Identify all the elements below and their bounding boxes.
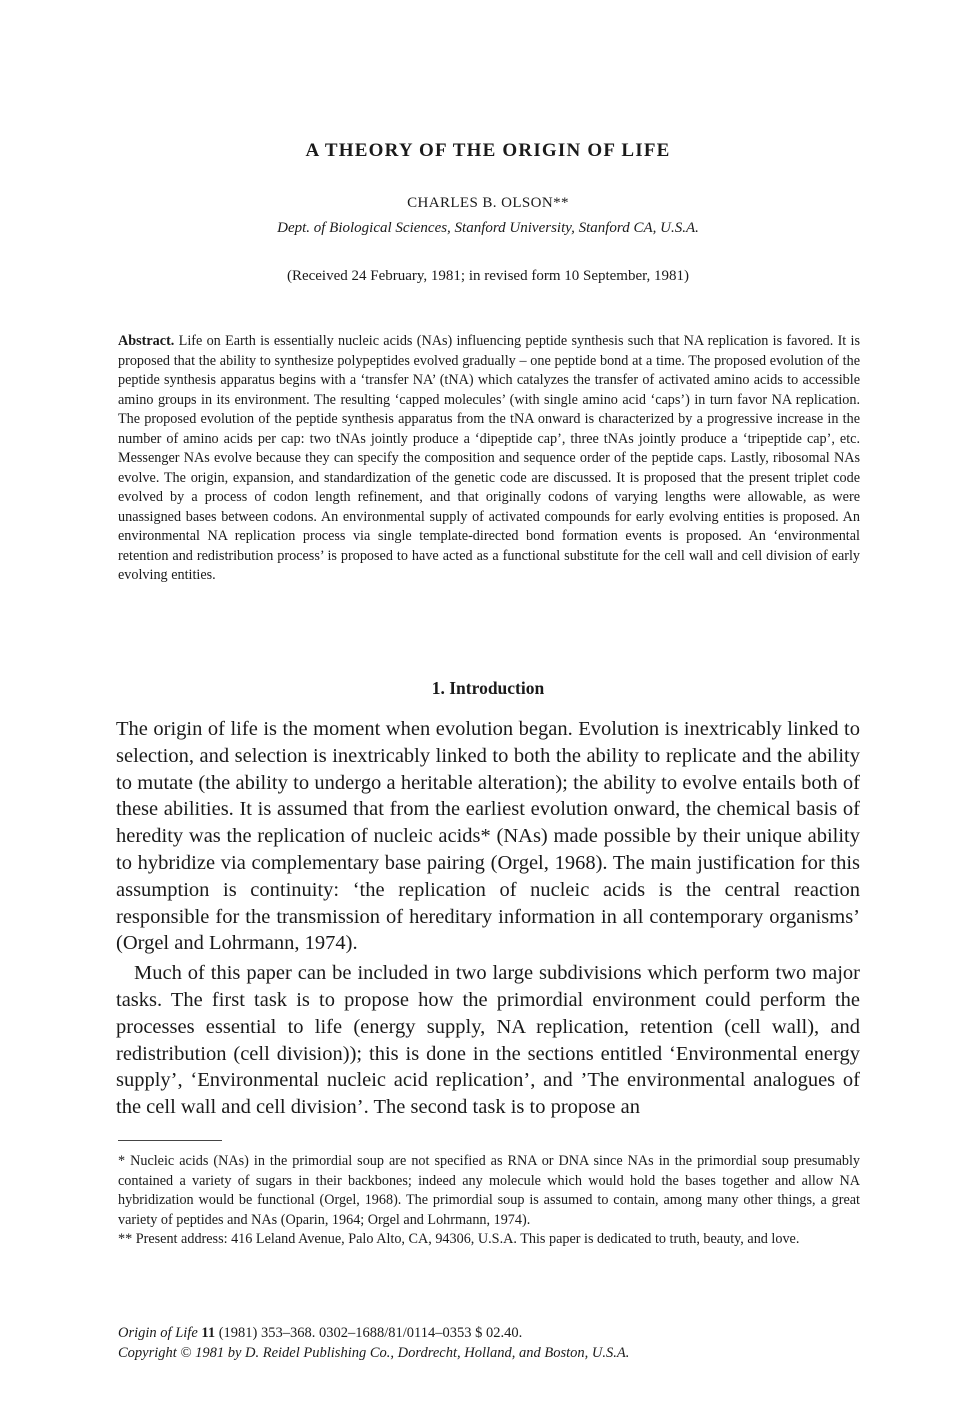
- author-name: CHARLES B. OLSON**: [407, 195, 569, 211]
- section-body: [116, 716, 860, 1121]
- section-heading: 1. Introduction: [431, 678, 545, 698]
- footnote-divider: [118, 1140, 222, 1141]
- copyright-line: Copyright © 1981 by D. Reidel Publishing Co., Dordrecht, Holland, and Boston, U.S.A.: [118, 1344, 630, 1361]
- footnote: * Nucleic acids (NAs) in the primordial soup are not specified as RNA or DNA since NAs in the primordial soup presumably contained a variety of sugars in their backbones; indeed any molecule which would hold the bases together and allow NA hybridization would be functional (Orgel, 1968). The primordial soup is assumed to contain, among many other things, a great variety of peptides and NAs (Oparin, 1964; Orgel and Lohrmann, 1974).: [118, 1153, 860, 1228]
- body-paragraph: Much of this paper can be included in two large subdivisions which perform two major tasks. The first task is to propose how the primordial environment could perform the processes essential to life (energy supply, NA replication, retention (cell wall), and redistribution (cell division)); this is done in the sections entitled ‘Environmental energy supply’, ‘Environmental nucleic acid replication’, and ’The environmental analogues of the cell wall and cell division’. The second task is to propose an: [116, 962, 860, 1119]
- journal-volume: 11: [201, 1325, 216, 1341]
- paper-title: A THEORY OF THE ORIGIN OF LIFE: [305, 140, 671, 161]
- journal-info: [118, 1324, 860, 1363]
- received-dates: (Received 24 February, 1981; in revised form 10 September, 1981): [286, 268, 690, 284]
- journal-name: Origin of Life: [118, 1325, 198, 1341]
- journal-details: (1981) 353–368. 0302–1688/81/0114–0353 $ 02.40.: [218, 1325, 523, 1341]
- footnotes: [118, 1152, 860, 1250]
- author-affiliation: Dept. of Biological Sciences, Stanford University, Stanford CA, U.S.A.: [277, 220, 699, 236]
- body-paragraph: The origin of life is the moment when evolution began. Evolution is inextricably linked to selection, and selection is inextricably linked to both the ability to replicate and the ability to mutate (the ability to undergo a heritable alteration); the ability to evolve entails both of these abilities. It is assumed that from the earliest evolution onward, the chemical basis of heredity was the replication of nucleic acids* (NAs) made possible by their unique ability to hybridize via complementary base pairing (Orgel, 1968). The main justification for this assumption is continuity: ‘the replication of nucleic acids is the central reaction responsible for the transmission of hereditary information in all contemporary organisms’ (Orgel and Lohrmann, 1974).: [116, 718, 860, 955]
- abstract-text: Life on Earth is essentially nucleic acids (NAs) influencing peptide synthesis such that NA replication is favored. It is proposed that the ability to synthesize polypeptides evolved gradually – one peptide bond at a time. The proposed evolution of the peptide synthesis apparatus begins with a ‘transfer NA’ (tNA) which catalyzes the transfer of activated amino acids to accessible amino groups in its environment. The resulting ‘capped molecules’ (with single amino acid ‘caps’) in turn favor NA replication. The proposed evolution of the peptide synthesis apparatus from the tNA onward is characterized by a progressive increase in the number of amino acids per cap: two tNAs jointly produce a ‘dipeptide cap’, three tNAs jointly produce a ‘tripeptide cap’, etc. Messenger NAs evolve because they can specify the composition and sequence order of the peptide caps. Lastly, ribosomal NAs evolve. The origin, expansion, and standardization of the genetic code are discussed. It is proposed that the present triplet code evolved by a process of codon length refinement, and that originally codons of varying lengths were allowable, as were unassigned bases between codons. An environmental supply of activated compounds for early evolving entities is proposed. An environmental NA replication process via single template-directed bond formation events is proposed. An ‘environmental retention and redistribution process’ is proposed to have acted as a functional substitute for the cell wall and cell division of early evolving entities.: [118, 333, 861, 583]
- footnote: ** Present address: 416 Leland Avenue, Palo Alto, CA, 94306, U.S.A. This paper is dedicated to truth, beauty, and love.: [118, 1231, 800, 1248]
- abstract: [118, 332, 860, 586]
- journal-citation: [118, 1324, 860, 1344]
- abstract-label: Abstract.: [118, 333, 175, 349]
